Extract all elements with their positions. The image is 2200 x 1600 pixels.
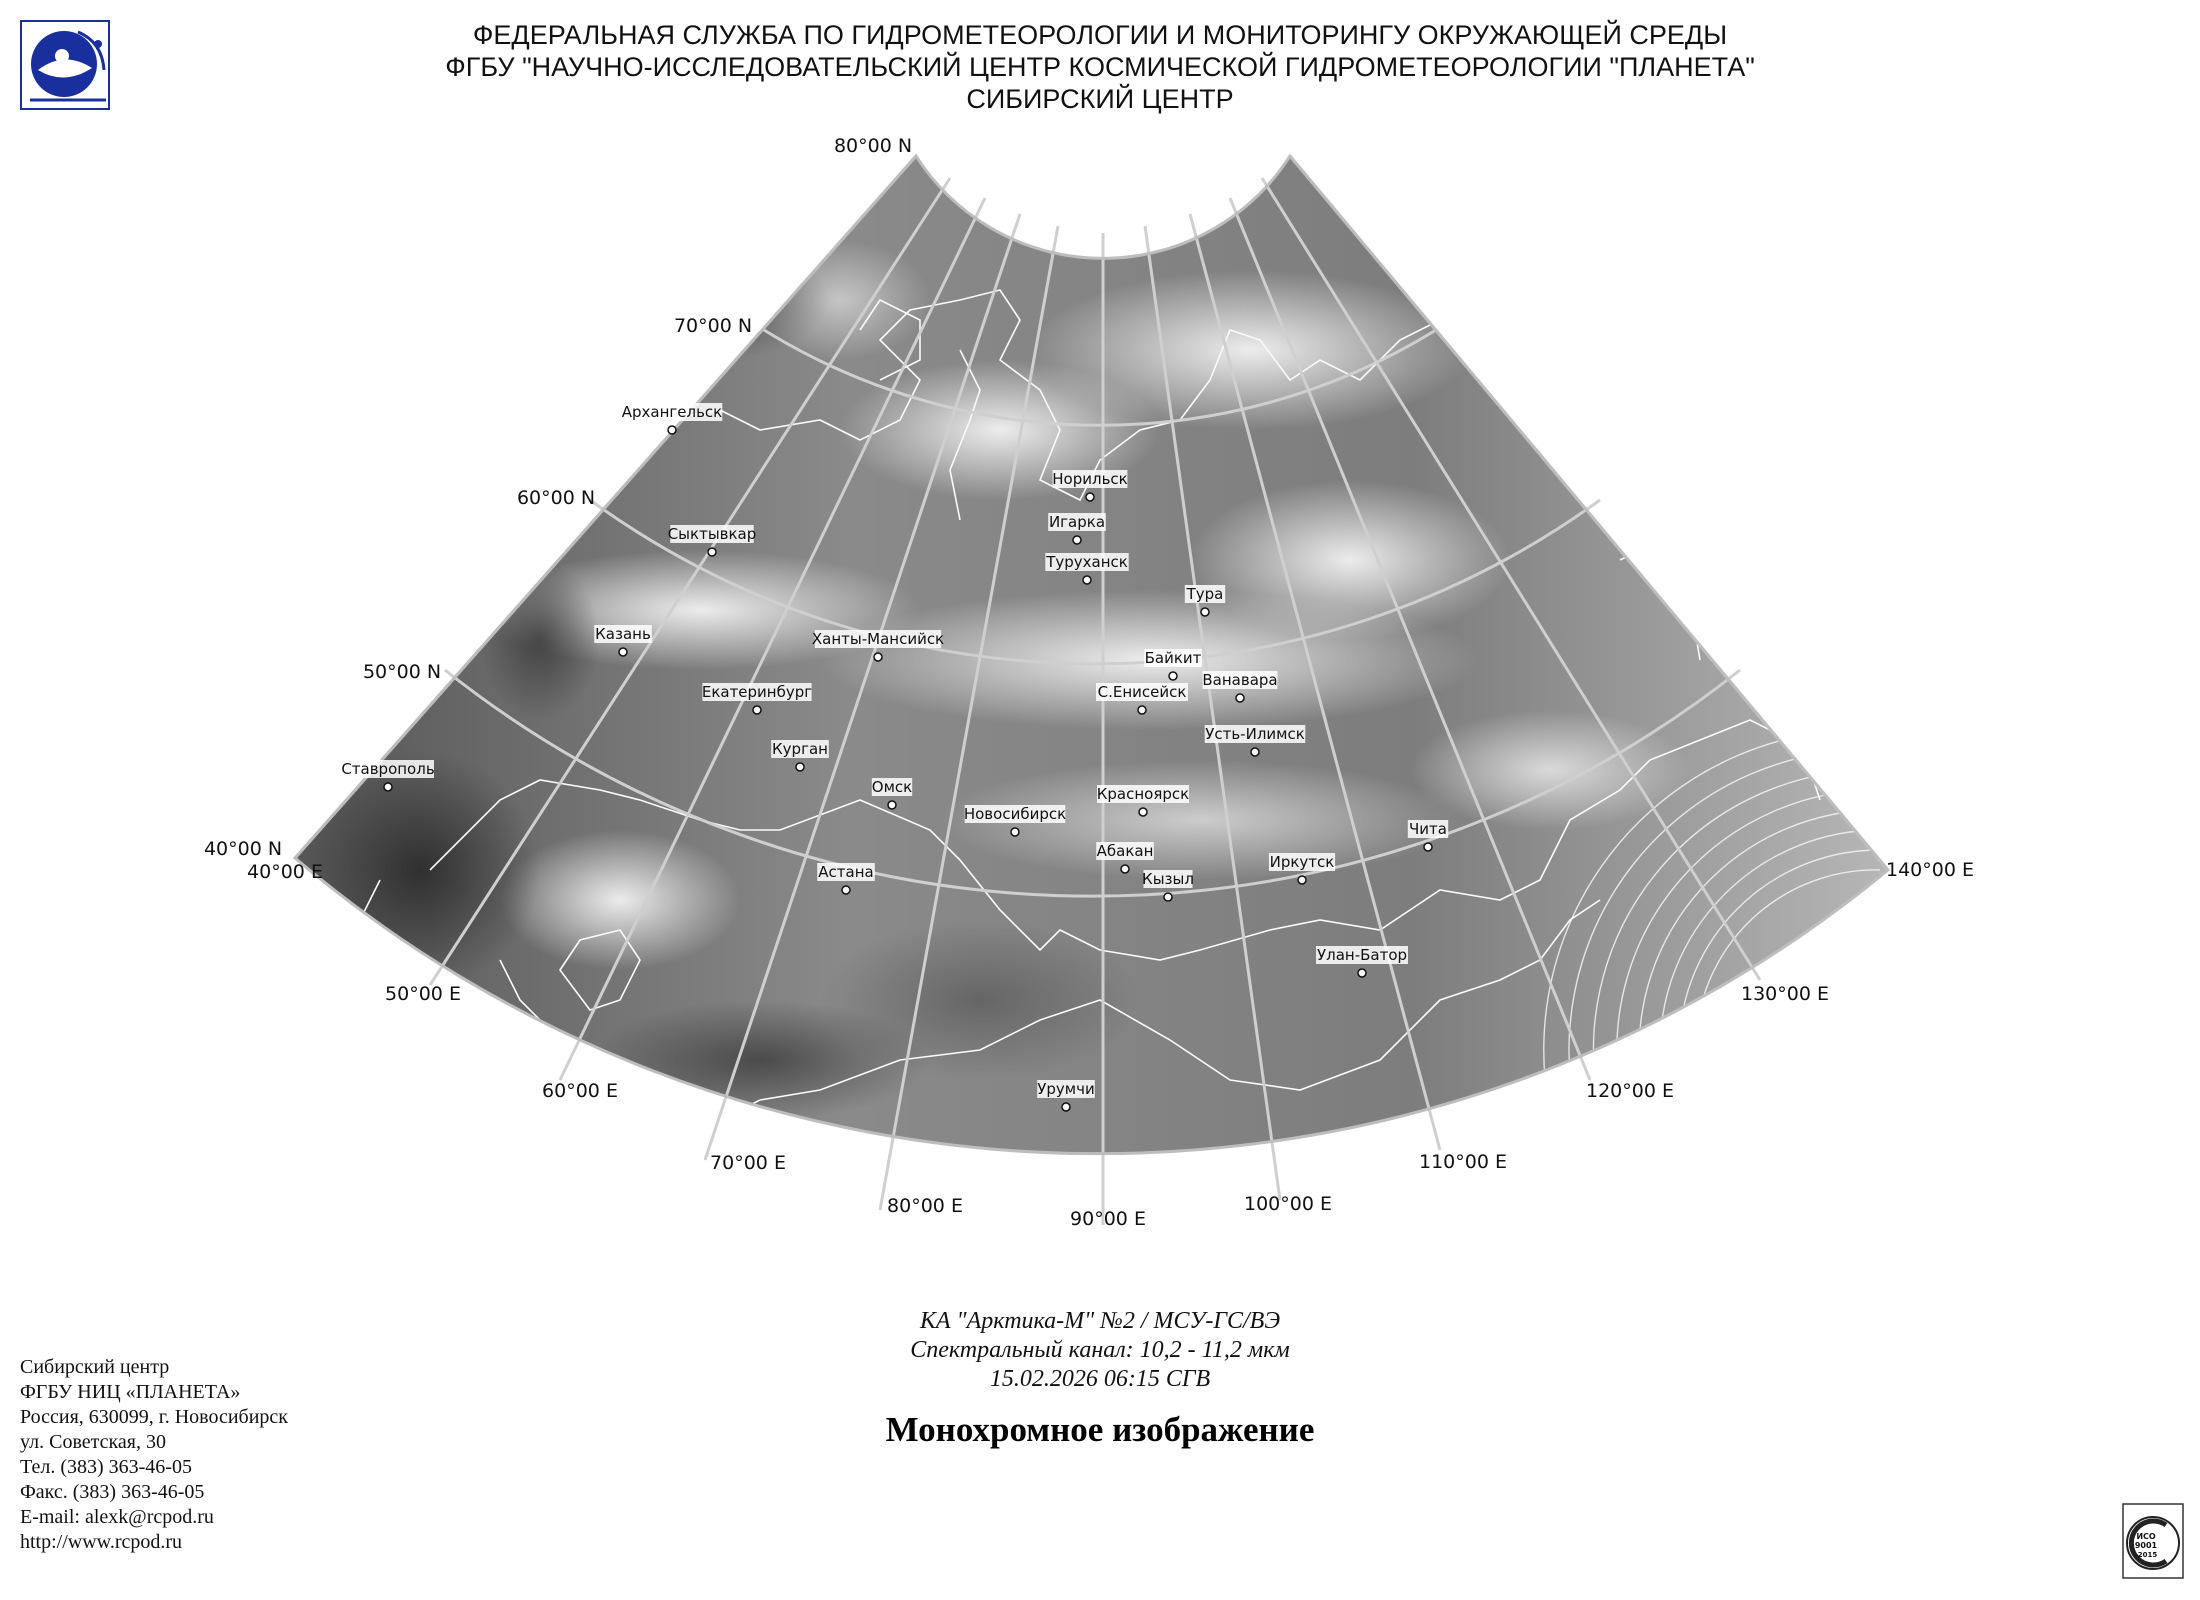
satellite-image bbox=[280, 140, 1900, 1240]
city-label: Архангельск bbox=[621, 403, 723, 421]
image-title: Монохромное изображение bbox=[885, 1410, 1315, 1449]
city-dot bbox=[384, 783, 392, 791]
city-label: С.Енисейск bbox=[1097, 683, 1187, 701]
city-dot bbox=[619, 648, 627, 656]
city-label: Красноярск bbox=[1096, 785, 1190, 803]
city-label: Байкит bbox=[1144, 649, 1202, 667]
city-label: Тура bbox=[1186, 585, 1224, 603]
caption-satellite: КА "Арктика-М" №2 / МСУ-ГС/ВЭ bbox=[919, 1308, 1281, 1334]
city-label: Игарка bbox=[1048, 513, 1106, 531]
lon-label-110: 110°00 E bbox=[1419, 1151, 1507, 1173]
address-website: http://www.rcpod.ru bbox=[20, 1531, 183, 1553]
city-dot bbox=[1251, 748, 1259, 756]
city-label: Кызыл bbox=[1142, 870, 1194, 888]
lon-label-120: 120°00 E bbox=[1586, 1080, 1674, 1102]
city-label: Чита bbox=[1409, 820, 1447, 838]
city-label: Усть-Илимск bbox=[1205, 725, 1305, 743]
city-dot bbox=[1086, 493, 1094, 501]
city-label: Сыктывкар bbox=[667, 525, 757, 543]
lon-label-80: 80°00 E bbox=[887, 1195, 963, 1217]
city-dot bbox=[708, 548, 716, 556]
city-dot bbox=[874, 653, 882, 661]
city-label: Туруханск bbox=[1046, 553, 1128, 571]
city-label: Улан-Батор bbox=[1316, 946, 1408, 964]
city-dot bbox=[1358, 969, 1366, 977]
lon-label-140: 140°00 E bbox=[1886, 859, 1974, 881]
iso-text-2: 9001 bbox=[2134, 1541, 2158, 1550]
lon-label-60: 60°00 E bbox=[542, 1080, 618, 1102]
city-dot bbox=[1201, 608, 1209, 616]
city-dot bbox=[888, 801, 896, 809]
lat-label-50: 50°00 N bbox=[362, 661, 442, 683]
header-line-2: ФГБУ "НАУЧНО-ИССЛЕДОВАТЕЛЬСКИЙ ЦЕНТР КОСМИЧЕСКОЙ ГИДРОМЕТЕОРОЛОГИИ "ПЛАНЕТА" bbox=[445, 52, 1755, 82]
city-dot bbox=[1062, 1103, 1070, 1111]
caption-channel: Спектральный канал: 10,2 - 11,2 мкм bbox=[910, 1337, 1290, 1363]
address-line: ул. Советская, 30 bbox=[20, 1431, 166, 1453]
city-dot bbox=[1083, 576, 1091, 584]
city-label: Норильск bbox=[1052, 470, 1128, 488]
city-label: Ставрополь bbox=[341, 760, 435, 778]
address-line: Россия, 630099, г. Новосибирск bbox=[20, 1406, 289, 1428]
lon-label-130: 130°00 E bbox=[1741, 983, 1829, 1005]
caption-datetime: 15.02.2026 06:15 СГВ bbox=[989, 1366, 1211, 1392]
city-label: Курган bbox=[772, 740, 828, 758]
city-dot bbox=[796, 763, 804, 771]
city-dot bbox=[1073, 536, 1081, 544]
iso-text-1: ИСО bbox=[2136, 1532, 2156, 1541]
city-label: Иркутск bbox=[1269, 853, 1335, 871]
lon-label-40: 40°00 E bbox=[247, 861, 323, 883]
city-label: Казань bbox=[595, 625, 651, 643]
header-line-3: СИБИРСКИЙ ЦЕНТР bbox=[966, 84, 1234, 114]
city-dot bbox=[753, 706, 761, 714]
lat-label-40: 40°00 N bbox=[203, 838, 283, 860]
city-dot bbox=[1164, 893, 1172, 901]
city-dot bbox=[1121, 865, 1129, 873]
header-line-1: ФЕДЕРАЛЬНАЯ СЛУЖБА ПО ГИДРОМЕТЕОРОЛОГИИ И МОНИТОРИНГУ ОКРУЖАЮЩЕЙ СРЕДЫ bbox=[472, 20, 1728, 50]
lon-label-50: 50°00 E bbox=[385, 983, 461, 1005]
iso-text-3: -2015 bbox=[2134, 1551, 2158, 1559]
lat-label-80: 80°00 N bbox=[833, 135, 913, 157]
city-dot bbox=[668, 426, 676, 434]
city-dot bbox=[1011, 828, 1019, 836]
city-dot bbox=[1424, 843, 1432, 851]
lat-label-70: 70°00 N bbox=[673, 315, 753, 337]
lat-label-60: 60°00 N bbox=[516, 487, 596, 509]
address-block bbox=[20, 1355, 288, 1555]
address-line: Факс. (383) 363-46-05 bbox=[20, 1481, 205, 1503]
city-label: Абакан bbox=[1096, 842, 1154, 860]
city-dot bbox=[1236, 694, 1244, 702]
city-dot bbox=[1139, 808, 1147, 816]
city-label: Урумчи bbox=[1037, 1080, 1095, 1098]
city-dot bbox=[1169, 672, 1177, 680]
city-dot bbox=[1138, 706, 1146, 714]
city-label: Новосибирск bbox=[963, 805, 1067, 823]
city-label: Ванавара bbox=[1202, 671, 1278, 689]
city-label: Ханты-Мансийск bbox=[811, 630, 945, 648]
address-line: Тел. (383) 363-46-05 bbox=[20, 1456, 192, 1478]
city-label: Астана bbox=[818, 863, 874, 881]
city-label: Екатеринбург bbox=[701, 683, 813, 701]
lon-label-100: 100°00 E bbox=[1244, 1193, 1332, 1215]
city-label: Омск bbox=[871, 778, 913, 796]
city-dot bbox=[842, 886, 850, 894]
lon-label-90: 90°00 E bbox=[1070, 1208, 1146, 1230]
iso-badge bbox=[2122, 1503, 2184, 1579]
lon-label-70: 70°00 E bbox=[710, 1152, 786, 1174]
address-line: ФГБУ НИЦ «ПЛАНЕТА» bbox=[20, 1381, 241, 1403]
address-line: Сибирский центр bbox=[20, 1356, 170, 1378]
address-email: E-mail: alexk@rcpod.ru bbox=[20, 1506, 214, 1528]
city-dot bbox=[1298, 876, 1306, 884]
